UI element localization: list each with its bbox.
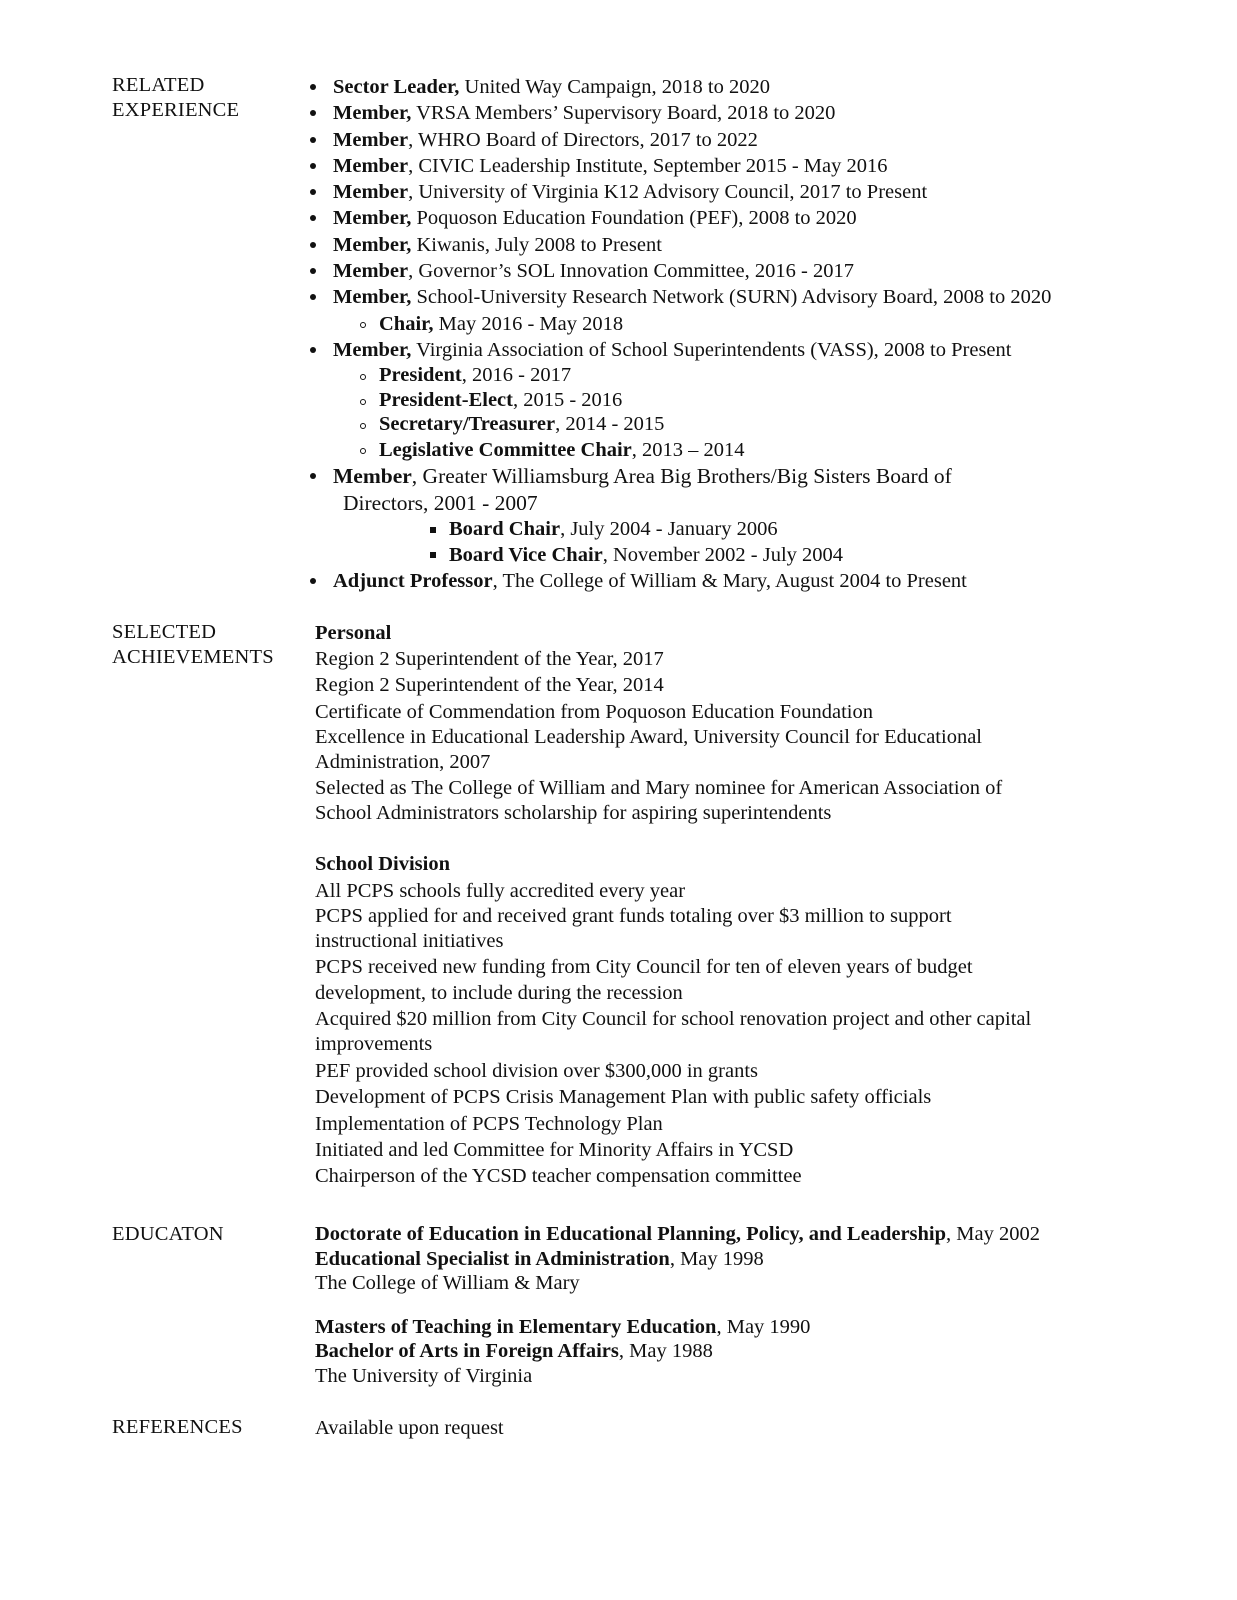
section-label	[112, 73, 239, 123]
list-item: Sector Leader, United Way Campaign, 2018 to 2020	[315, 74, 1195, 100]
achievement-line: All PCPS schools fully accredited every year	[315, 879, 686, 902]
list-item: Adjunct Professor, The College of William & Mary, August 2004 to Present	[315, 568, 1195, 594]
list-item: Member, Kiwanis, July 2008 to Present	[315, 232, 1195, 258]
sub-list-item: Secretary/Treasurer, 2014 - 2015	[361, 412, 1195, 437]
list-item: Member, University of Virginia K12 Advisory Council, 2017 to Present	[315, 179, 1195, 205]
achievement-line: Acquired $20 million from City Council for school renovation project and other capital	[315, 1007, 1032, 1030]
achievement-line: instructional initiatives	[315, 930, 504, 953]
label-line: ACHIEVEMENTS	[112, 646, 274, 668]
references-content	[315, 1415, 1195, 1441]
achievement-line: PCPS applied for and received grant funds totaling over $3 million to support	[315, 904, 952, 927]
achievement-line: Region 2 Superintendent of the Year, 2014	[315, 674, 664, 697]
list-item-continuation: Directors, 2001 - 2007	[343, 491, 538, 516]
school-line: The College of William & Mary	[315, 1272, 580, 1294]
section-label	[112, 620, 274, 670]
degree-line: Bachelor of Arts in Foreign Affairs, May 1988	[315, 1340, 713, 1362]
achievement-line: development, to include during the recession	[315, 981, 683, 1004]
subheading-personal: Personal	[315, 622, 392, 644]
achievement-line: Certificate of Commendation from Poquoson Education Foundation	[315, 700, 873, 723]
list-item: Member, VRSA Members’ Supervisory Board, 2018 to 2020	[315, 100, 1195, 126]
achievement-line: Development of PCPS Crisis Management Plan with public safety officials	[315, 1086, 932, 1109]
list-item: Member, Greater Williamsburg Area Big Brothers/Big Sisters Board of	[315, 463, 1195, 490]
achievement-line: improvements	[315, 1033, 433, 1056]
achievement-line: Implementation of PCPS Technology Plan	[315, 1112, 663, 1135]
achievements-content	[315, 620, 1195, 1189]
achievement-line: School Administrators scholarship for aspiring superintendents	[315, 801, 832, 824]
achievement-line: PCPS received new funding from City Council for ten of eleven years of budget	[315, 956, 973, 979]
achievement-line: PEF provided school division over $300,000 in grants	[315, 1060, 759, 1083]
list-item: Member, WHRO Board of Directors, 2017 to 2022	[315, 127, 1195, 153]
label-line: EXPERIENCE	[112, 99, 240, 121]
achievement-line: Administration, 2007	[315, 751, 491, 774]
achievement-line: Chairperson of the YCSD teacher compensation committee	[315, 1165, 802, 1188]
list-item: Member, Virginia Association of School Superintendents (VASS), 2008 to Present	[315, 337, 1195, 363]
section-label: REFERENCES	[112, 1416, 243, 1438]
school-line: The University of Virginia	[315, 1364, 533, 1387]
degree-line: Masters of Teaching in Elementary Education, May 1990	[315, 1315, 811, 1338]
achievement-line: Excellence in Educational Leadership Award, University Council for Educational	[315, 725, 982, 748]
sub-list-item: Legislative Committee Chair, 2013 – 2014	[361, 437, 1195, 463]
subheading-school-division: School Division	[315, 853, 450, 876]
achievement-line: Initiated and led Committee for Minority Affairs in YCSD	[315, 1138, 794, 1161]
references-text: Available upon request	[315, 1417, 504, 1439]
label-line: RELATED	[112, 74, 205, 96]
sub-sub-list-item: Board Chair, July 2004 - January 2006	[431, 517, 1195, 542]
list-item: Member, Poquoson Education Foundation (PEF), 2008 to 2020	[315, 205, 1195, 231]
achievement-line: Selected as The College of William and Mary nominee for American Association of	[315, 777, 1003, 800]
sub-sub-list-item: Board Vice Chair, November 2002 - July 2004	[431, 542, 1195, 568]
list-item: Member, CIVIC Leadership Institute, September 2015 - May 2016	[315, 153, 1195, 179]
sub-list-item: Chair, May 2016 - May 2018	[361, 311, 1195, 337]
related-experience-list	[315, 74, 1195, 594]
sub-list-item: President-Elect, 2015 - 2016	[361, 388, 1195, 413]
label-line: SELECTED	[112, 621, 217, 643]
section-label: EDUCATON	[112, 1223, 224, 1245]
degree-line: Educational Specialist in Administration, May 1998	[315, 1247, 764, 1270]
education-content	[315, 1222, 1195, 1388]
list-item: Member, Governor’s SOL Innovation Committee, 2016 - 2017	[315, 258, 1195, 284]
degree-line: Doctorate of Education in Educational Planning, Policy, and Leadership, May 2002	[315, 1223, 1040, 1245]
sub-list-item: President, 2016 - 2017	[361, 363, 1195, 388]
achievement-line: Region 2 Superintendent of the Year, 2017	[315, 648, 664, 671]
list-item: Member, School-University Research Network (SURN) Advisory Board, 2008 to 2020	[315, 284, 1195, 310]
